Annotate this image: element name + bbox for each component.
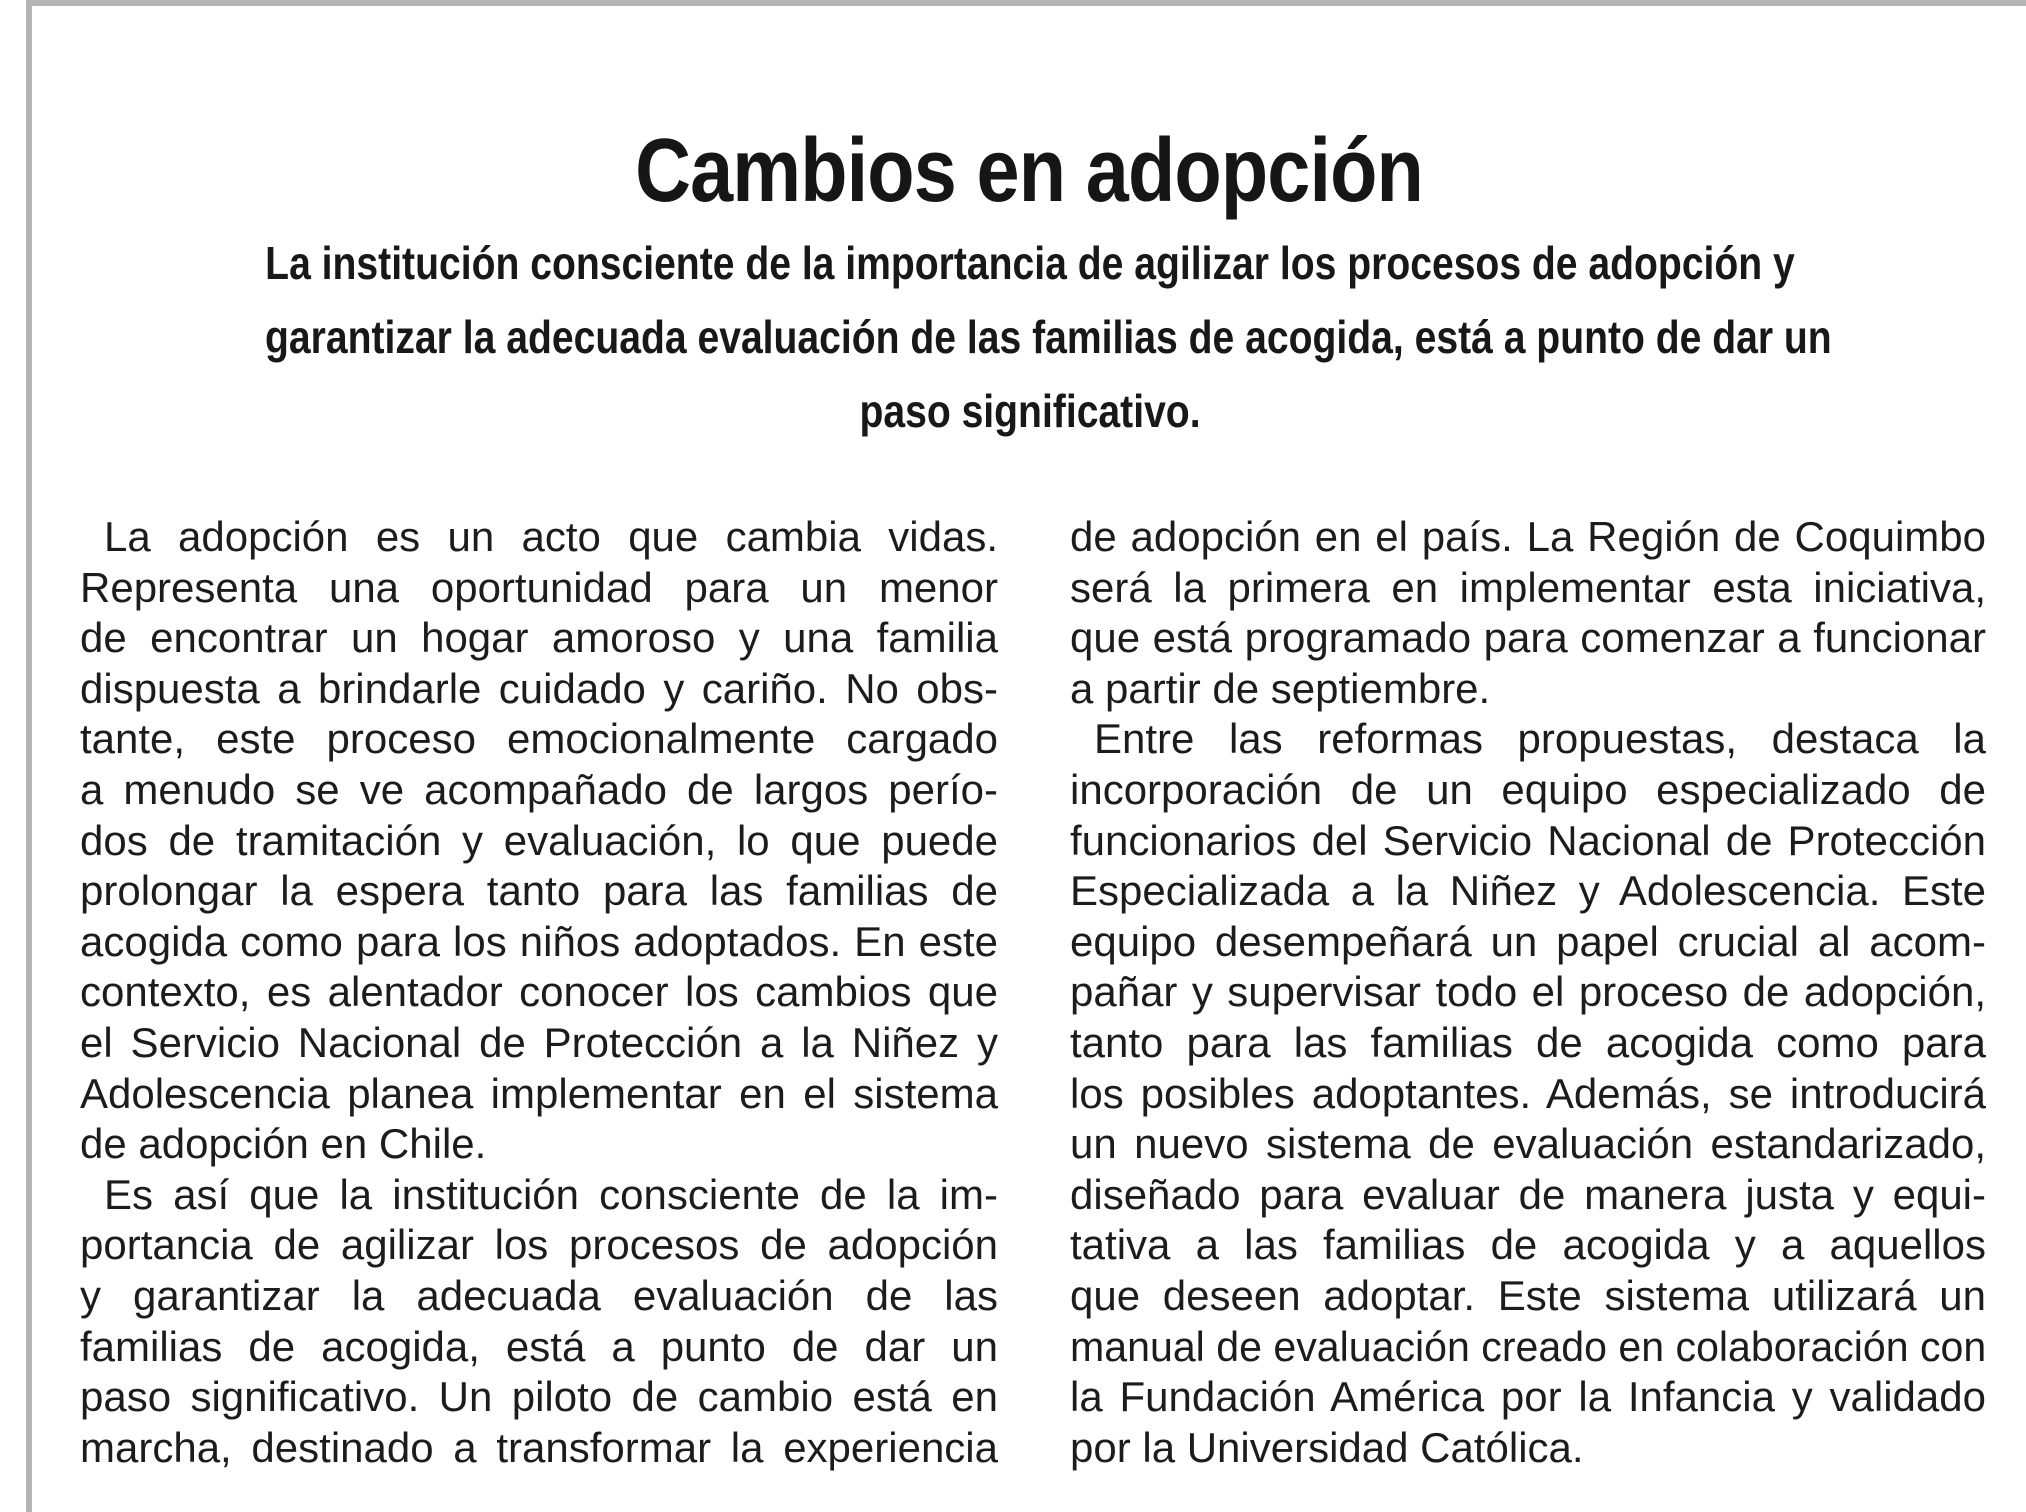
body-line: contexto, es alentador conocer los cambios que <box>80 968 998 1016</box>
body-line: Entre las reformas propuestas, destaca la <box>1094 715 1986 763</box>
body-line: diseñado para evaluar de manera justa y equi- <box>1070 1170 1986 1218</box>
body-line: acogida como para los niños adoptados. En este <box>80 917 998 965</box>
body-line: la Fundación América por la Infancia y validado <box>1070 1373 1986 1421</box>
body-line: Adolescencia planea implementar en el sistema <box>80 1069 998 1117</box>
deck-line: paso significativo. <box>859 385 1201 437</box>
body-line: y garantizar la adecuada evaluación de las <box>80 1271 998 1319</box>
body-line: a menudo se ve acompañado de largos perío- <box>80 765 998 813</box>
deck-line: La institución consciente de la importancia de agilizar los procesos de adopción y <box>265 237 1795 289</box>
body-line: Representa una oportunidad para un menor <box>80 563 998 611</box>
deck <box>130 226 1930 448</box>
body-line: será la primera en implementar esta iniciativa, <box>1070 563 1986 611</box>
body-line: los posibles adoptantes. Además, se introducirá <box>1070 1069 1986 1117</box>
body-line: que deseen adoptar. Este sistema utilizará un <box>1070 1271 1986 1319</box>
body-line: de encontrar un hogar amoroso y una familia <box>80 614 998 662</box>
body-line: Especializada a la Niñez y Adolescencia. Este <box>1070 867 1986 915</box>
body-line: tanto para las familias de acogida como para <box>1070 1018 1986 1066</box>
headline: Cambios en adopción <box>635 121 1423 222</box>
body-line: marcha, destinado a transformar la experiencia <box>80 1423 998 1471</box>
body-line: dos de tramitación y evaluación, lo que puede <box>80 816 998 864</box>
body-line: a partir de septiembre. <box>1070 664 1491 712</box>
body-line: que está programado para comenzar a funcionar <box>1070 614 1986 662</box>
body-line: La adopción es un acto que cambia vidas. <box>104 513 998 560</box>
body-line: manual de evaluación creado en colaboración con <box>1070 1322 1987 1370</box>
body-line: tativa a las familias de acogida y a aquellos <box>1070 1221 1986 1269</box>
body-line: Es así que la institución consciente de la im- <box>104 1170 998 1218</box>
body-line: dispuesta a brindarle cuidado y cariño. No obs- <box>80 664 998 712</box>
body-line: funcionarios del Servicio Nacional de Protección <box>1070 816 1986 864</box>
body-line: el Servicio Nacional de Protección a la Niñez y <box>80 1018 998 1066</box>
body-line: de adopción en Chile. <box>80 1120 487 1168</box>
body-line: tante, este proceso emocionalmente cargado <box>80 715 998 763</box>
body-column-right <box>1070 512 1986 1473</box>
deck-line: garantizar la adecuada evaluación de las familias de acogida, está a punto de dar un <box>265 311 1832 363</box>
body-column-left <box>80 512 998 1473</box>
body-line: paso significativo. Un piloto de cambio está en <box>80 1373 998 1421</box>
body-line: un nuevo sistema de evaluación estandarizado, <box>1070 1120 1986 1168</box>
body-line: pañar y supervisar todo el proceso de adopción, <box>1070 968 1986 1016</box>
body-line: equipo desempeñará un papel crucial al acom- <box>1070 917 1986 965</box>
body-line: familias de acogida, está a punto de dar un <box>80 1322 998 1370</box>
body-line: de adopción en el país. La Región de Coquimbo <box>1070 513 1986 560</box>
body-line: prolongar la espera tanto para las familias de <box>80 867 998 915</box>
body-line: incorporación de un equipo especializado de <box>1070 765 1986 813</box>
body-line: portancia de agilizar los procesos de adopción <box>80 1221 998 1269</box>
body-line: por la Universidad Católica. <box>1070 1423 1584 1471</box>
